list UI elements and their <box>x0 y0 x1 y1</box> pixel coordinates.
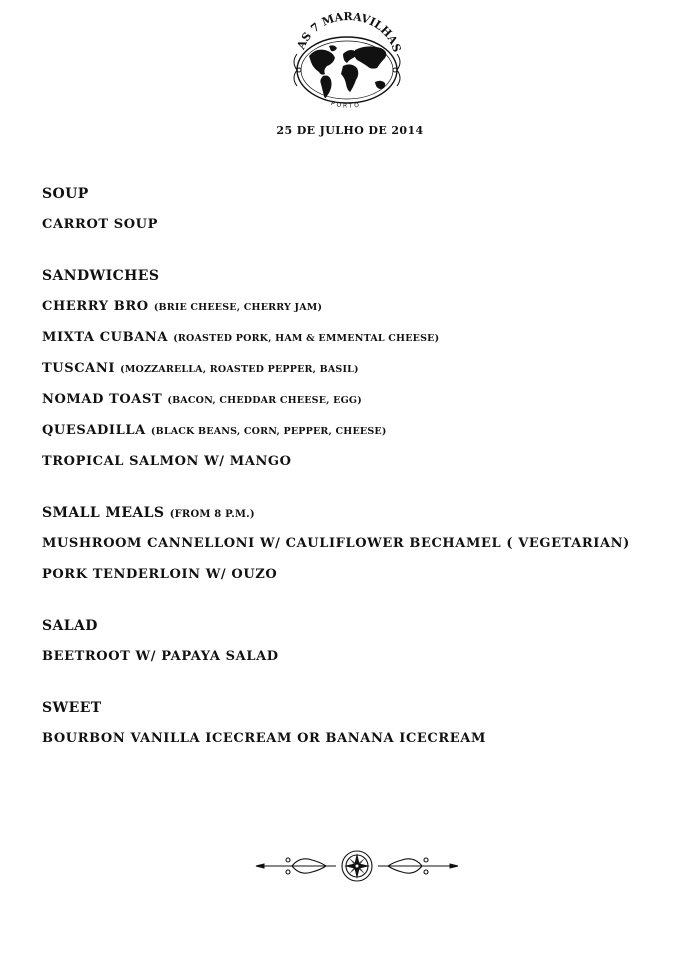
menu-section-soup <box>42 184 662 235</box>
menu-section-sandwiches <box>42 266 662 472</box>
menu-date: 25 DE JULHO DE 2014 <box>276 124 424 137</box>
menu-section-sweet <box>42 698 662 749</box>
menu-item <box>42 534 662 554</box>
menu-item-description: (ROASTED PORK, HAM & EMMENTAL CHEESE) <box>173 333 440 344</box>
menu-body <box>42 184 662 780</box>
section-title: SALAD <box>42 618 98 634</box>
menu-item-name: NOMAD TOAST <box>42 392 163 407</box>
menu-item-description: (MOZZARELLA, ROASTED PEPPER, BASIL) <box>120 364 359 375</box>
menu-item-name: CHERRY BRO <box>42 299 149 314</box>
section-heading <box>42 616 662 636</box>
section-title: SOUP <box>42 186 89 202</box>
section-title: SMALL MEALS <box>42 505 165 521</box>
menu-item <box>42 729 662 749</box>
section-heading <box>42 184 662 204</box>
section-heading <box>42 503 662 523</box>
logo-emblem <box>289 8 405 116</box>
menu-item-name: BOURBON VANILLA ICECREAM OR BANANA ICECREAM <box>42 731 486 746</box>
menu-item <box>42 647 662 667</box>
menu-item <box>42 359 662 379</box>
compass-rose-divider-icon <box>254 848 460 884</box>
menu-item-name: MIXTA CUBANA <box>42 330 169 345</box>
logo-bottom-text: PORTO <box>330 99 362 110</box>
section-title: SANDWICHES <box>42 268 160 284</box>
menu-item-description: (BRIE CHEESE, CHERRY JAM) <box>153 302 323 313</box>
menu-item <box>42 328 662 348</box>
menu-item <box>42 297 662 317</box>
section-heading <box>42 266 662 286</box>
menu-section-salad <box>42 616 662 667</box>
menu-item <box>42 452 662 472</box>
section-heading <box>42 698 662 718</box>
menu-item <box>42 390 662 410</box>
section-title-note: (FROM 8 P.M.) <box>169 509 255 520</box>
menu-item <box>42 421 662 441</box>
menu-item-name: TROPICAL SALMON W/ MANGO <box>42 454 292 469</box>
menu-item-description: (BLACK BEANS, CORN, PEPPER, CHEESE) <box>150 426 387 437</box>
menu-item-name: BEETROOT W/ PAPAYA SALAD <box>42 649 279 664</box>
menu-item-name: QUESADILLA <box>42 423 146 438</box>
menu-item-name: PORK TENDERLOIN W/ OUZO <box>42 567 278 582</box>
logo-top-text: AS 7 MARAVILHAS <box>294 10 404 54</box>
menu-item <box>42 215 662 235</box>
menu-section-small-meals <box>42 503 662 585</box>
menu-item-name: CARROT SOUP <box>42 217 158 232</box>
section-title: SWEET <box>42 700 102 716</box>
menu-item <box>42 565 662 585</box>
menu-item-name: MUSHROOM CANNELLONI W/ CAULIFLOWER BECHAMEL ( VEGETARIAN) <box>42 536 630 551</box>
menu-item-name: TUSCANI <box>42 361 115 376</box>
menu-item-description: (BACON, CHEDDAR CHEESE, EGG) <box>167 395 362 406</box>
world-map-icon <box>309 45 386 98</box>
